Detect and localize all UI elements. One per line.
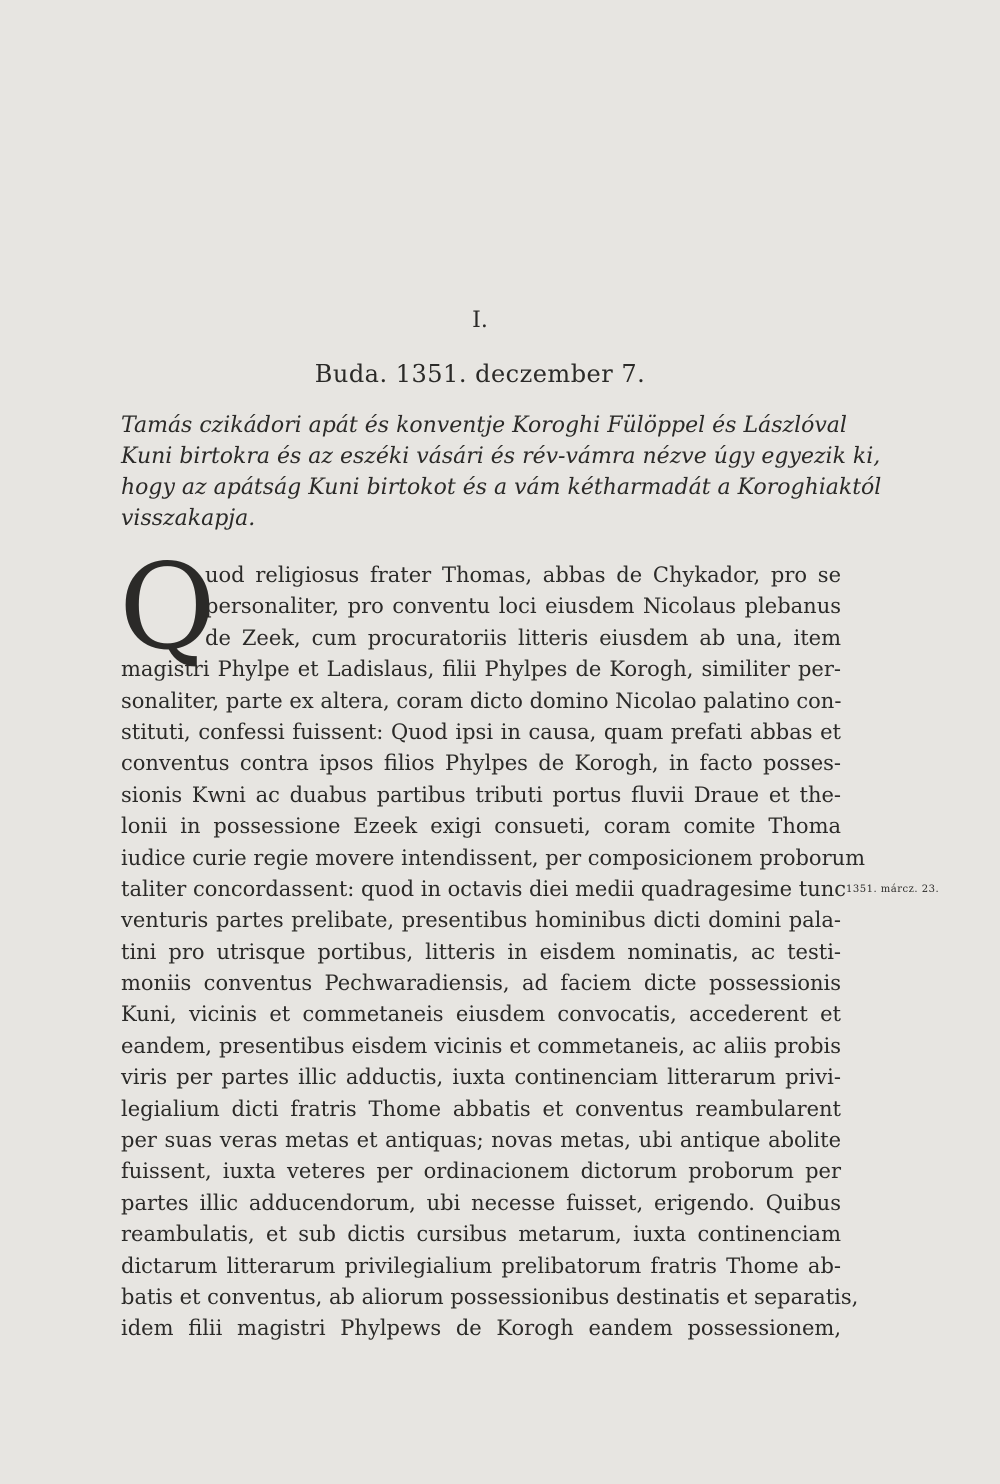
- body-line: magistri Phylpe et Ladislaus, filii Phylpes de Korogh, similiter per-: [121, 657, 841, 682]
- body-line: lonii in possessione Ezeek exigi consueti, coram comite Thoma: [121, 814, 841, 839]
- drop-cap: Q: [119, 538, 216, 676]
- body-line: sonaliter, parte ex altera, coram dicto domino Nicolao palatino con-: [121, 688, 842, 713]
- charter-dateline: Buda. 1351. deczember 7.: [314, 360, 646, 388]
- body-line: idem filii magistri Phylpews de Korogh eandem possessionem,: [121, 1316, 841, 1341]
- body-line: reambulatis, et sub dictis cursibus metarum, iuxta continenciam: [121, 1222, 841, 1247]
- body-line: moniis conventus Pechwaradiensis, ad faciem dicte possessionis: [121, 971, 841, 996]
- body-line: Kuni, vicinis et commetaneis eiusdem convocatis, accederent et: [121, 1002, 841, 1027]
- body-line: batis et conventus, ab aliorum possessionibus destinatis et separatis,: [121, 1284, 859, 1309]
- body-line: venturis partes prelibate, presentibus hominibus dicti domini pala-: [121, 908, 841, 933]
- charter-body-text: [121, 560, 866, 1345]
- body-line: fuissent, iuxta veteres per ordinacionem dictorum proborum per: [121, 1159, 841, 1184]
- margin-date-note: 1351. márcz. 23.: [846, 884, 940, 895]
- summary-line: visszakapja.: [121, 506, 256, 531]
- body-line: sionis Kwni ac duabus partibus tributi portus fluvii Draue et the-: [121, 782, 841, 807]
- body-line: taliter concordassent: quod in octavis diei medii quadragesime tunc: [121, 876, 847, 901]
- body-line: stituti, confessi fuissent: Quod ipsi in causa, quam prefati abbas et: [121, 719, 841, 744]
- summary-line: Kuni birtokra és az eszéki vásári és rév-vámra nézve úgy egyezik ki,: [121, 444, 881, 469]
- body-line: de Zeek, cum procuratoriis litteris eiusdem ab una, item: [205, 625, 841, 650]
- body-line: iudice curie regie movere intendissent, per composicionem proborum: [121, 845, 866, 870]
- body-line: viris per partes illic adductis, iuxta continenciam litterarum privi-: [121, 1065, 841, 1090]
- body-line: partes illic adducendorum, ubi necesse fuisset, erigendo. Quibus: [121, 1190, 841, 1215]
- body-line: uod religiosus frater Thomas, abbas de Chykador, pro se: [205, 563, 841, 587]
- body-line: per suas veras metas et antiquas; novas metas, ubi antique abolite: [121, 1128, 841, 1153]
- body-line: personaliter, pro conventu loci eiusdem Nicolaus plebanus: [205, 594, 841, 619]
- charter-number: I.: [472, 308, 488, 333]
- charter-summary: [121, 410, 882, 534]
- body-line: tini pro utrisque portibus, litteris in eisdem nominatis, ac testi-: [121, 939, 841, 964]
- summary-line: hogy az apátság Kuni birtokot és a vám kétharmadát a Koroghiaktól: [121, 475, 882, 500]
- body-line: eandem, presentibus eisdem vicinis et commetaneis, ac aliis probis: [121, 1033, 841, 1058]
- summary-line: Tamás czikádori apát és konventje Koroghi Fülöppel és Lászlóval: [121, 413, 847, 438]
- body-line: conventus contra ipsos filios Phylpes de Korogh, in facto posses-: [121, 751, 841, 776]
- body-line: dictarum litterarum privilegialium prelibatorum fratris Thome ab-: [121, 1253, 841, 1278]
- body-line: legialium dicti fratris Thome abbatis et conventus reambularent: [121, 1096, 841, 1121]
